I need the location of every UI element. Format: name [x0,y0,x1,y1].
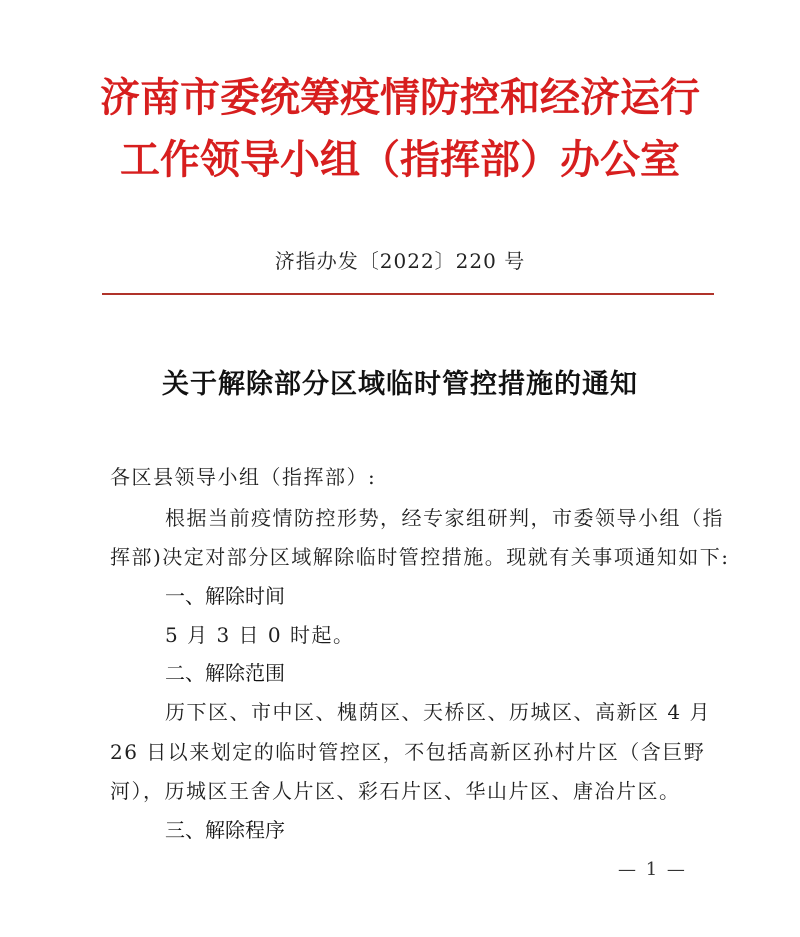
salutation: 各区县领导小组（指挥部）: [110,465,377,489]
section-2-heading: 二、解除范围 [165,661,285,685]
document-number: 济指办发〔2022〕220 号 [274,249,526,273]
issuing-office-title-line-1: 济南市委统筹疫情防控和经济运行 [100,74,700,121]
issuing-office-title-line-2: 工作领导小组（指挥部）办公室 [120,136,680,183]
page-number: — 1 — [618,859,687,880]
red-divider-line [102,293,714,295]
intro-paragraph-line-1: 根据当前疫情防控形势，经专家组研判，市委领导小组（指 [165,506,724,530]
section-1-text: 5 月 3 日 0 时起。 [165,623,355,647]
section-2-text-line-1: 历下区、市中区、槐荫区、天桥区、历城区、高新区 4 月 [165,700,711,724]
section-2-text-line-2: 26 日以来划定的临时管控区，不包括高新区孙村片区（含巨野 [110,740,706,764]
section-2-text-line-3: 河），历城区王舍人片区、彩石片区、华山片区、唐冶片区。 [110,779,681,803]
section-1-heading: 一、解除时间 [165,584,285,608]
notice-title: 关于解除部分区域临时管控措施的通知 [162,369,638,400]
section-3-heading: 三、解除程序 [165,818,285,842]
intro-paragraph-line-2: 挥部)决定对部分区域解除临时管控措施。现就有关事项通知如下: [110,545,730,569]
